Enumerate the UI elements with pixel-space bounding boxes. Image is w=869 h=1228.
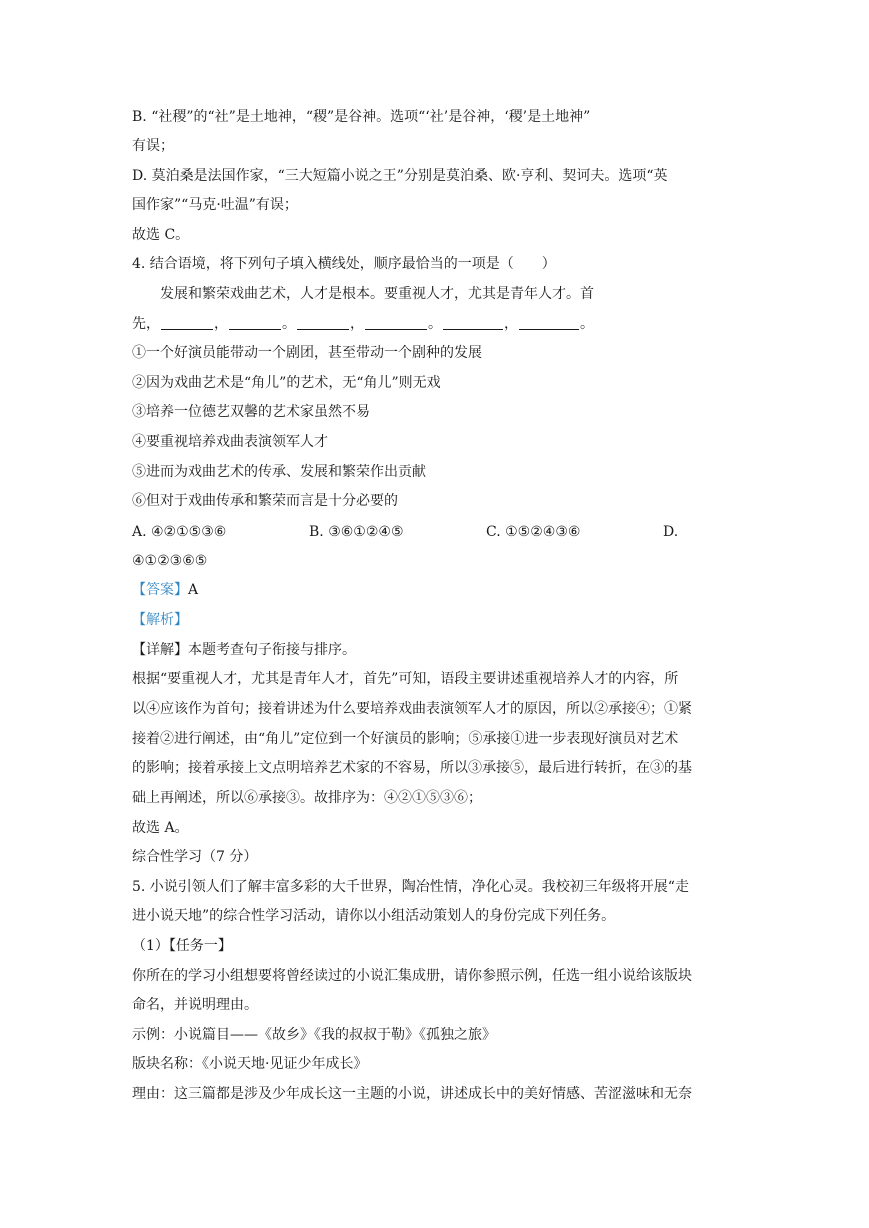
answer-tag: 【答案】 — [132, 582, 188, 598]
option-b: B. ③⑥①②④⑤ — [309, 524, 404, 540]
question-4-stem: 4. 结合语境，将下列句子填入横线处，顺序最恰当的一项是（ ） — [132, 256, 556, 272]
explanation-b-cont: 有误； — [132, 138, 174, 154]
explanation-line-1: 根据“要重视人才，尤其是青年人才，首先”可知，语段主要讲述重视培养人才的内容，所 — [132, 671, 679, 687]
blank-6 — [519, 315, 579, 330]
question-5-stem: 5. 小说引领人们了解丰富多彩的大千世界，陶冶性情，净化心灵。我校初三年级将开展“走 — [132, 879, 689, 895]
option-d-value: ④①②③⑥⑤ — [132, 553, 208, 569]
example-block-name: 版块名称：《小说天地·见证少年成长》 — [132, 1056, 368, 1072]
blank-3 — [297, 315, 349, 330]
example-titles: 示例：小说篇目——《故乡》《我的叔叔于勒》《孤独之旅》 — [132, 1027, 496, 1043]
blank-2 — [229, 315, 281, 330]
detail-text: 本题考查句子衔接与排序。 — [188, 642, 356, 658]
explanation-d: D. 莫泊桑是法国作家，“三大短篇小说之王”分别是莫泊桑、欧·亨利、契诃夫。选项“英 — [132, 168, 668, 184]
sentence-6: ⑥但对于戏曲传承和繁荣而言是十分必要的 — [132, 493, 398, 509]
explanation-d-cont: 国作家”“马克·吐温”有误； — [132, 197, 298, 213]
passage-first-word: 先， — [132, 316, 160, 332]
sentence-4: ④要重视培养戏曲表演领军人才 — [132, 434, 328, 450]
sentence-3: ③培养一位德艺双馨的艺术家虽然不易 — [132, 404, 370, 420]
explanation-line-6: 故选 A。 — [132, 820, 189, 836]
section-heading: 综合性学习（7 分） — [132, 849, 258, 865]
analysis-line — [132, 610, 752, 630]
task-1-text-cont: 命名，并说明理由。 — [132, 997, 258, 1013]
explanation-line-3: 接着②进行阐述，由“角儿”定位到一个好演员的影响；⑤承接①进一步表现好演员对艺术 — [132, 731, 679, 747]
sentence-1: ①一个好演员能带动一个剧团，甚至带动一个剧种的发展 — [132, 345, 482, 361]
explanation-b: B. “社稷”的“社”是土地神，“稷”是谷神。选项“‘社’是谷神，‘稷’是土地神” — [132, 109, 591, 125]
detail-tag: 【详解】 — [132, 642, 188, 658]
question-4-blanks: 先， ， 。 ， 。 ， 。 — [132, 316, 594, 332]
task-1-heading: （1）【任务一】 — [132, 938, 232, 954]
blank-4 — [365, 315, 427, 330]
option-a: A. ④②①⑤③⑥ — [132, 524, 227, 540]
task-1-text: 你所在的学习小组想要将曾经读过的小说汇集成册，请你参照示例，任选一组小说给该版块 — [132, 968, 692, 984]
answer-line — [132, 580, 752, 600]
blank-1 — [161, 315, 213, 330]
explanation-line-5: 础上再阐述，所以⑥承接③。故排序为：④②①⑤③⑥； — [132, 790, 482, 806]
example-reason: 理由：这三篇都是涉及少年成长这一主题的小说，讲述成长中的美好情感、苦涩滋味和无奈 — [132, 1086, 692, 1102]
detail-line — [132, 640, 752, 660]
options-row — [132, 522, 752, 542]
analysis-tag: 【解析】 — [132, 612, 188, 628]
explanation-line-4: 的影响；接着承接上文点明培养艺术家的不容易，所以③承接⑤，最后进行转折，在③的基 — [132, 760, 692, 776]
option-d: D. — [663, 524, 679, 540]
sentence-2: ②因为戏曲艺术是“角儿”的艺术，无“角儿”则无戏 — [132, 375, 441, 391]
explanation-line-2: 以④应该作为首句；接着讲述为什么要培养戏曲表演领军人才的原因，所以②承接④；①紧 — [132, 701, 692, 717]
blank-5 — [443, 315, 503, 330]
option-c: C. ①⑤②④③⑥ — [486, 524, 581, 540]
question-4-passage: 发展和繁荣戏曲艺术，人才是根本。要重视人才，尤其是青年人才。首 — [160, 286, 594, 302]
question-5-stem-cont: 进小说天地”的综合性学习活动，请你以小组活动策划人的身份完成下列任务。 — [132, 908, 616, 924]
answer-value: A — [188, 582, 199, 598]
sentence-5: ⑤进而为戏曲艺术的传承、发展和繁荣作出贡献 — [132, 464, 426, 480]
conclusion-q3: 故选 C。 — [132, 227, 190, 243]
